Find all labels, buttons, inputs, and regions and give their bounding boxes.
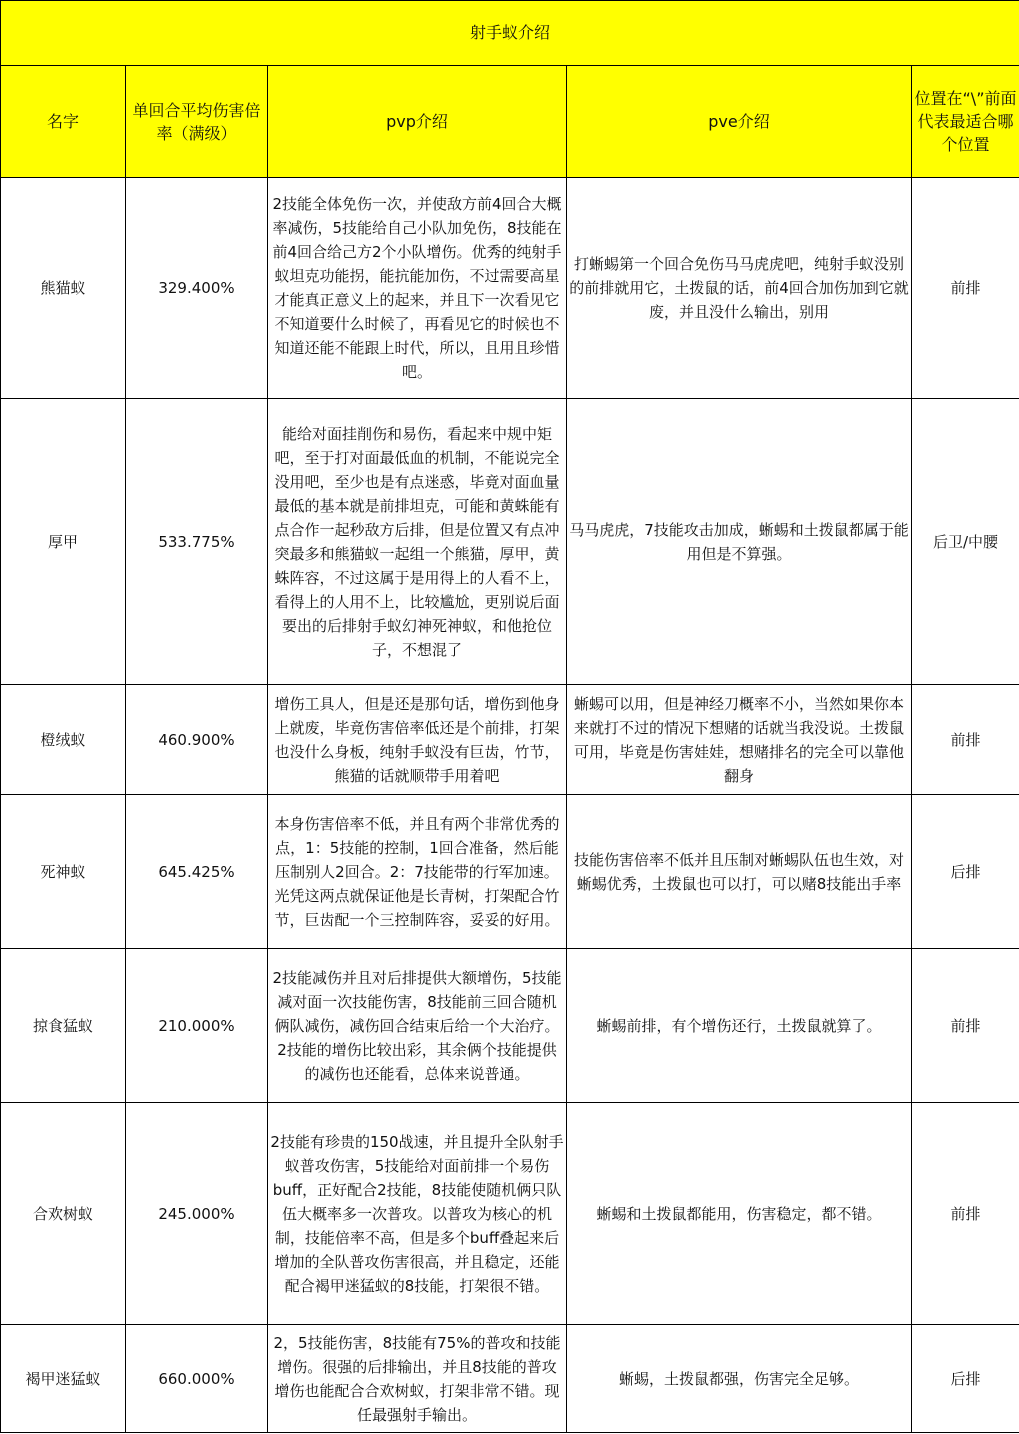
title-row bbox=[1, 1, 1019, 66]
cell-pvp bbox=[268, 685, 567, 795]
table-row bbox=[1, 399, 1019, 685]
cell-position: 前排 bbox=[912, 178, 1019, 399]
header-pvp: pvp介绍 bbox=[268, 66, 567, 178]
cell-damage: 660.000% bbox=[126, 1325, 268, 1433]
table-row bbox=[1, 685, 1019, 795]
table-row bbox=[1, 949, 1019, 1103]
cell-damage: 533.775% bbox=[126, 399, 268, 685]
header-pve: pve介绍 bbox=[567, 66, 912, 178]
table-title: 射手蚁介绍 bbox=[1, 1, 1019, 66]
cell-pve: 蜥蜴前排，有个增伤还行，土拨鼠就算了。 bbox=[567, 949, 912, 1103]
cell-position: 前排 bbox=[912, 949, 1019, 1103]
cell-pvp: 2技能减伤并且对后排提供大额增伤，5技能减对面一次技能伤害，8技能前三回合随机俩队减伤，减伤回合结束后给一个大治疗。2技能的增伤比较出彩，其余俩个技能提供的减伤也还能看，总体来说普通。 bbox=[268, 949, 567, 1103]
cell-pvp-text: 增伤工具人，但是还是那句话，增伤到他身上就废，毕竟伤害倍率低还是个前排，打架也没什么身板，纯射手蚁没有巨齿，竹节，熊猫的话就顺带手用着吧 bbox=[274, 694, 560, 785]
cell-name: 合欢树蚁 bbox=[1, 1103, 126, 1325]
cell-position: 前排 bbox=[912, 685, 1019, 795]
table-row bbox=[1, 178, 1019, 399]
cell-damage: 245.000% bbox=[126, 1103, 268, 1325]
cell-position: 前排 bbox=[912, 1103, 1019, 1325]
header-name: 名字 bbox=[1, 66, 126, 178]
header-damage: 单回合平均伤害倍率（满级） bbox=[126, 66, 268, 178]
cell-name: 褐甲迷猛蚁 bbox=[1, 1325, 126, 1433]
cell-pve: 蜥蜴可以用，但是神经刀概率不小，当然如果你本来就打不过的情况下想赌的话就当我没说。土拨鼠可用，毕竟是伤害娃娃，想赌排名的完全可以靠他翻身 bbox=[567, 685, 912, 795]
cell-pve: 打蜥蜴第一个回合免伤马马虎虎吧，纯射手蚁没别的前排就用它，土拨鼠的话，前4回合加伤加到它就废，并且没什么输出，别用 bbox=[567, 178, 912, 399]
cell-damage: 460.900% bbox=[126, 685, 268, 795]
cell-position: 后卫/中腰 bbox=[912, 399, 1019, 685]
cell-pve: 马马虎虎，7技能攻击加成，蜥蜴和土拨鼠都属于能用但是不算强。 bbox=[567, 399, 912, 685]
cell-pvp: 2技能有珍贵的150战速，并且提升全队射手蚁普攻伤害，5技能给对面前排一个易伤buff，正好配合2技能，8技能使随机俩只队伍大概率多一次普攻。以普攻为核心的机制，技能倍率不高，但是多个buff叠起来后增加的全队普攻伤害很高，并且稳定，还能配合褐甲迷猛蚁的8技能，打架很不错。 bbox=[268, 1103, 567, 1325]
table-row bbox=[1, 795, 1019, 949]
cell-name: 橙绒蚁 bbox=[1, 685, 126, 795]
table-row bbox=[1, 1325, 1019, 1433]
cell-damage: 645.425% bbox=[126, 795, 268, 949]
cell-damage: 210.000% bbox=[126, 949, 268, 1103]
cell-pve: 技能伤害倍率不低并且压制对蜥蜴队伍也生效，对蜥蜴优秀，土拨鼠也可以打，可以赌8技能出手率 bbox=[567, 795, 912, 949]
table-row bbox=[1, 1103, 1019, 1325]
cell-pvp: 2技能全体免伤一次，并使敌方前4回合大概率减伤，5技能给自己小队加免伤，8技能在前4回合给己方2个小队增伤。优秀的纯射手蚁坦克功能拐，能抗能加伤，不过需要高星才能真正意义上的起来，并且下一次看见它不知道要什么时候了，再看见它的时候也不知道还能不能跟上时代，所以，且用且珍惜吧。 bbox=[268, 178, 567, 399]
header-position: 位置在“\”前面代表最适合哪个位置 bbox=[912, 66, 1019, 178]
cell-pve: 蜥蜴，土拨鼠都强，伤害完全足够。 bbox=[567, 1325, 912, 1433]
cell-position: 后排 bbox=[912, 795, 1019, 949]
cell-damage: 329.400% bbox=[126, 178, 268, 399]
header-row bbox=[1, 66, 1019, 178]
cell-name: 熊猫蚁 bbox=[1, 178, 126, 399]
cell-position: 后排 bbox=[912, 1325, 1019, 1433]
cell-pvp: 2，5技能伤害，8技能有75%的普攻和技能增伤。很强的后排输出，并且8技能的普攻增伤也能配合合欢树蚁，打架非常不错。现任最强射手输出。 bbox=[268, 1325, 567, 1433]
cell-pvp: 本身伤害倍率不低，并且有两个非常优秀的点，1：5技能的控制，1回合准备，然后能压制别人2回合。2：7技能带的行军加速。光凭这两点就保证他是长青树，打架配合竹节，巨齿配一个三控制阵容，妥妥的好用。 bbox=[268, 795, 567, 949]
cell-pvp: 能给对面挂削伤和易伤，看起来中规中矩吧，至于打对面最低血的机制，不能说完全没用吧，至少也是有点迷惑，毕竟对面血量最低的基本就是前排坦克，可能和黄蛛能有点合作一起秒敌方后排，但是位置又有点冲突最多和熊猫蚁一起组一个熊猫，厚甲，黄蛛阵容，不过这属于是用得上的人看不上，看得上的人用不上，比较尴尬，更别说后面要出的后排射手蚁幻神死神蚁，和他抢位子，不想混了 bbox=[268, 399, 567, 685]
cell-name: 厚甲 bbox=[1, 399, 126, 685]
cell-name: 死神蚁 bbox=[1, 795, 126, 949]
cell-name: 掠食猛蚁 bbox=[1, 949, 126, 1103]
cell-pve: 蜥蜴和土拨鼠都能用，伤害稳定，都不错。 bbox=[567, 1103, 912, 1325]
